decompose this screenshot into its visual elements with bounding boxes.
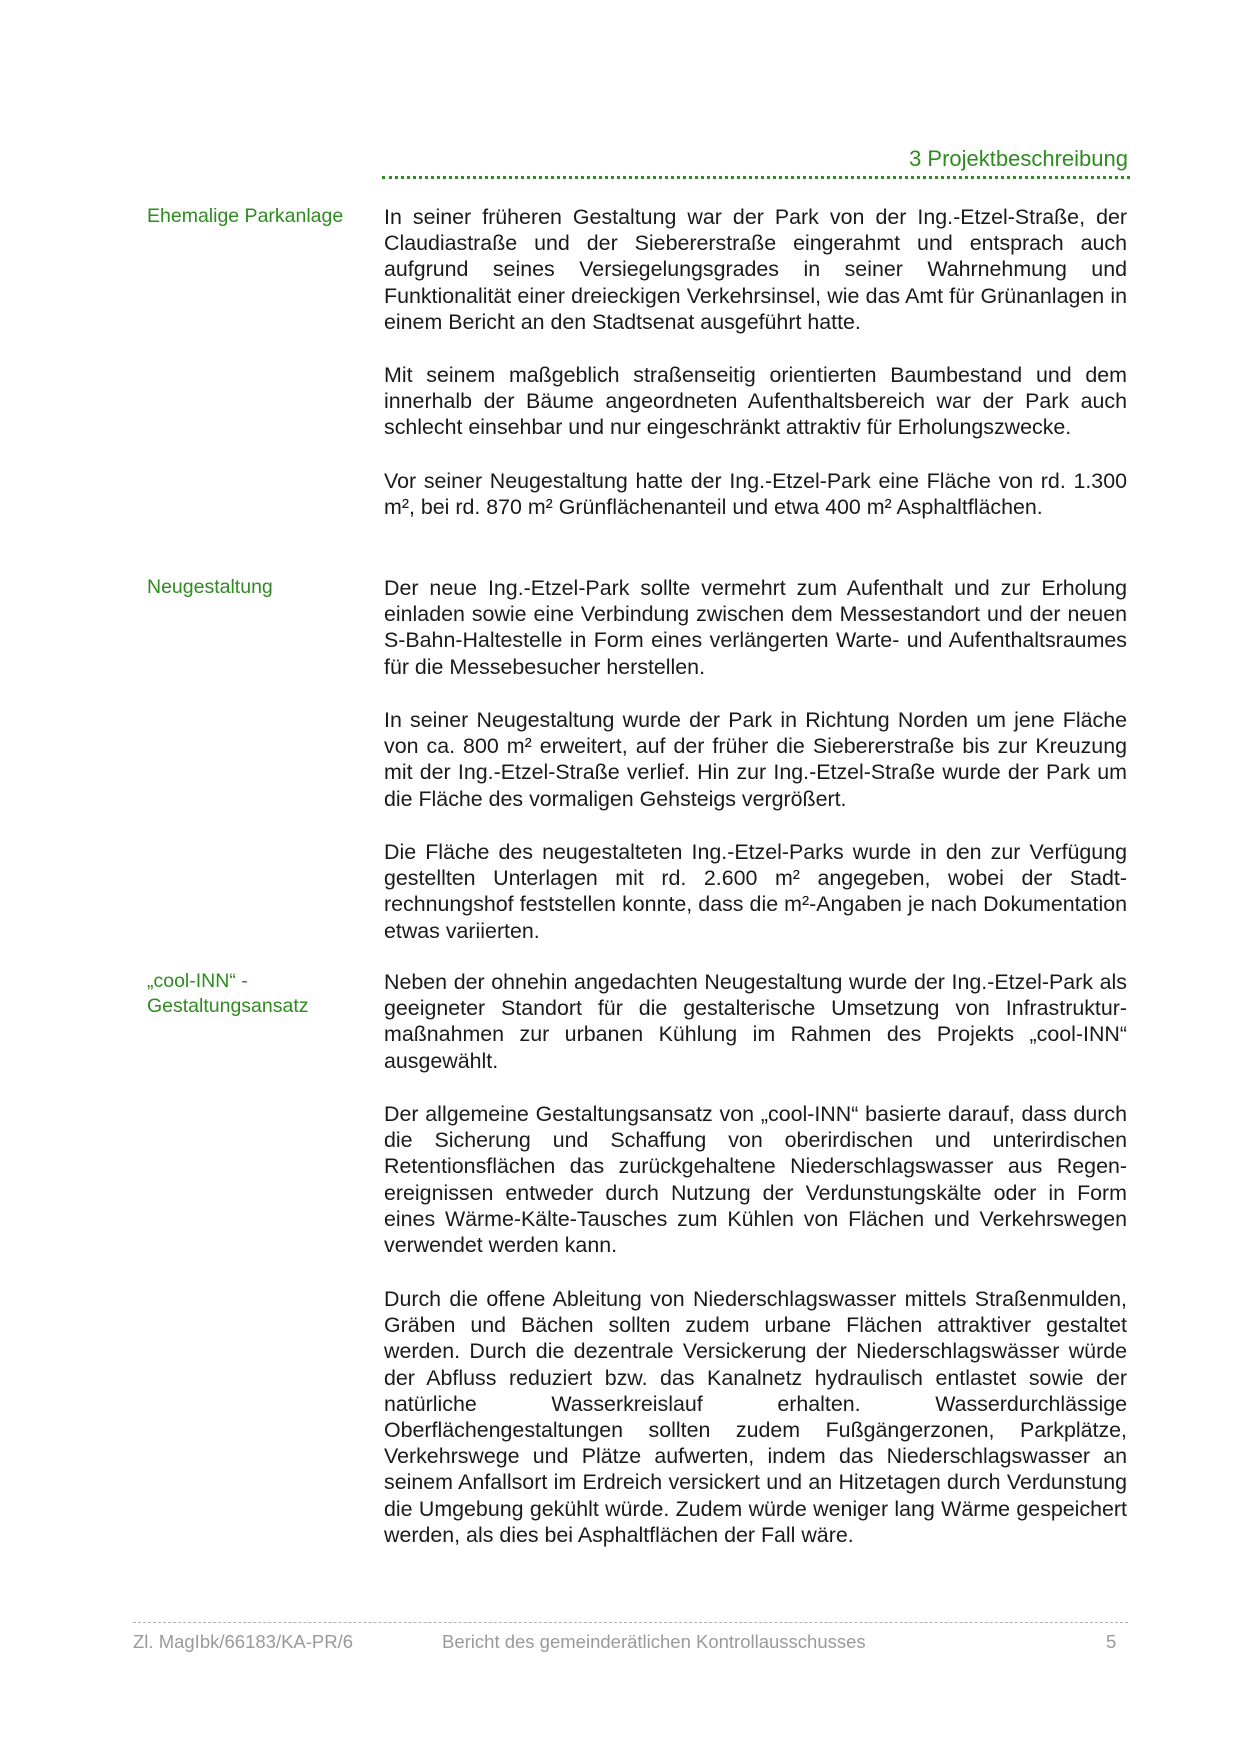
paragraph: In seiner früheren Gestaltung war der Park von der Ing.-Etzel-Straße, der Claudiastraße und der Siebererstraße eingerahmt und entsprach auch aufgrund seines Versiegelungsgrades in seiner Wahrnehmung und Funktionalität einer dreieckigen Verkehrsinsel, wie das Amt für Grünanlagen in einem Bericht an den Stadtsenat ausgeführt hatte. <box>384 205 1127 334</box>
paragraph: In seiner Neugestaltung wurde der Park in Richtung Norden um jene Fläche von ca. 800 m² erweitert, auf der früher die Siebererstraße bis zur Kreuzung mit der Ing.-Etzel-Straße verlief. Hin zur Ing.-Etzel-Straße wurde der Park um die Fläche des vormaligen Gehsteigs vergrößert. <box>384 708 1127 811</box>
paragraph: Der neue Ing.-Etzel-Park sollte vermehrt zum Aufenthalt und zur Erholung einladen sowie eine Verbindung zwischen dem Messestandort und der neuen S-Bahn-Haltestelle in Form eines verlängerten Warte- und Aufenthaltsraumes für die Messebesucher herstellen. <box>384 576 1127 679</box>
paragraph: Mit seinem maßgeblich straßenseitig orientierten Baumbestand und dem innerhalb der Bäume angeordneten Aufenthaltsbereich war der Park auch schlecht einsehbar und nur eingeschränkt attraktiv für Erholungszwecke. <box>384 363 1127 440</box>
margin-label-line: Gestaltungsansatz <box>147 995 309 1017</box>
paragraph: Die Fläche des neugestalteten Ing.-Etzel-Parks wurde in den zur Verfügung gestellten Unterlagen mit rd. 2.600 m² angegeben, wobei der Stadtrechnungshof feststellen konnte, dass die m²-Angaben je nach Dokumentation etwas variierten. <box>384 840 1127 943</box>
footer-dashed-divider <box>133 1622 1128 1623</box>
footer-reference: Zl. MagIbk/66183/KA-PR/6 <box>133 1631 354 1652</box>
paragraph: Neben der ohnehin angedachten Neugestaltung wurde der Ing.-Etzel-Park als geeigneter Standort für die gestalterische Umsetzung von Infrastrukturmaßnahmen zur urbanen Kühlung im Rahmen des Projekts „cool-INN“ ausgewählt. <box>384 970 1127 1073</box>
margin-label-line: „cool-INN“ - <box>147 970 248 992</box>
paragraph: Der allgemeine Gestaltungsansatz von „cool-INN“ basierte darauf, dass durch die Sicherung und Schaffung von oberirdischen und unterirdischen Retentionsflächen das zurückgehaltene Niederschlagswasser aus Regenereignissen entweder durch Nutzung der Verdunstungskälte oder in Form eines Wärme-Kälte-Tausches zum Kühlen von Flächen und Verkehrswegen verwendet werden kann. <box>384 1102 1127 1258</box>
margin-label-neugestaltung: Neugestaltung <box>147 576 273 598</box>
margin-label-ehemalige-parkanlage: Ehemalige Parkanlage <box>147 205 344 227</box>
footer-page-number: 5 <box>1106 1631 1117 1652</box>
header-dotted-divider <box>382 176 1130 179</box>
margin-label-cool-inn <box>147 969 372 1019</box>
paragraph: Vor seiner Neugestaltung hatte der Ing.-Etzel-Park eine Fläche von rd. 1.300 m², bei rd. 870 m² Grünflächenanteil und etwa 400 m² Asphaltflächen. <box>384 469 1127 520</box>
footer-report-title: Bericht des gemeinderätlichen Kontrollausschusses <box>442 1631 866 1652</box>
section-header-title: 3 Projektbeschreibung <box>909 146 1128 171</box>
paragraph: Durch die offene Ableitung von Niederschlagswasser mittels Straßenmulden, Gräben und Bächen sollten zudem urbane Flächen attraktiver gestaltet werden. Durch die dezentrale Versickerung der Niederschlagswässer würde der Abfluss reduziert bzw. das Kanalnetz hydraulisch entlastet sowie der natürliche Wasserkreislauf erhalten. Wasserdurchlässige Oberflächengestaltungen sollten zudem Fußgängerzonen, Parkplätze, Verkehrswege und Plätze aufwerten, indem das Niederschlagswasser an seinem Anfallsort im Erdreich versickert und an Hitzetagen durch Verdunstung die Umgebung gekühlt würde. Zudem würde weniger lang Wärme gespeichert werden, als dies bei Asphaltflächen der Fall wäre. <box>384 1287 1127 1547</box>
